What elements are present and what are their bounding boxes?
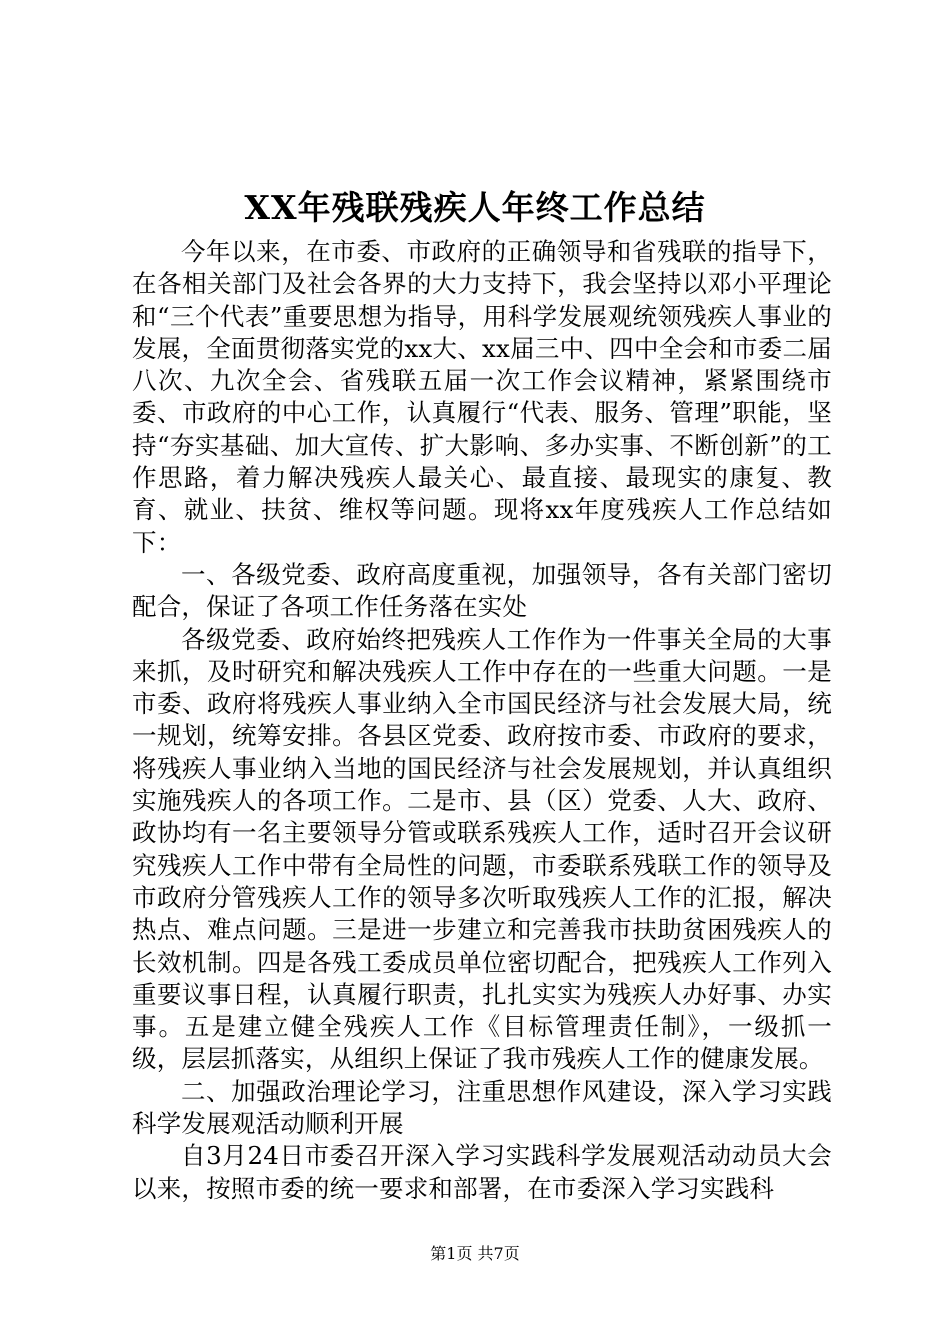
document-body [132, 236, 832, 1205]
page-number-footer: 第1页 共7页 [430, 1244, 520, 1263]
section-heading-1: 一、各级党委、政府高度重视，加强领导，各有关部门密切配合，保证了各项工作任务落在实处 [132, 559, 832, 622]
section-heading-2: 二、加强政治理论学习，注重思想作风建设，深入学习实践科学发展观活动顺利开展 [132, 1076, 832, 1139]
document-title: XX年残联残疾人年终工作总结 [244, 188, 706, 227]
paragraph-section-1: 各级党委、政府始终把残疾人工作作为一件事关全局的大事来抓，及时研究和解决残疾人工作中存在的一些重大问题。一是市委、政府将残疾人事业纳入全市国民经济与社会发展大局，统一规划，统筹安排。各县区党委、政府按市委、市政府的要求，将残疾人事业纳入当地的国民经济与社会发展规划，并认真组织实施残疾人的各项工作。二是市、县（区）党委、人大、政府、政协均有一名主要领导分管或联系残疾人工作，适时召开会议研究残疾人工作中带有全局性的问题，市委联系残联工作的领导及市政府分管残疾人工作的领导多次听取残疾人工作的汇报，解决热点、难点问题。三是进一步建立和完善我市扶助贫困残疾人的长效机制。四是各残工委成员单位密切配合，把残疾人工作列入重要议事日程，认真履行职责，扎扎实实为残疾人办好事、办实事。五是建立健全残疾人工作《目标管理责任制》，一级抓一级，层层抓落实，从组织上保证了我市残疾人工作的健康发展。 [132, 624, 832, 1074]
paragraph-intro: 今年以来，在市委、市政府的正确领导和省残联的指导下，在各相关部门及社会各界的大力支持下，我会坚持以邓小平理论和“三个代表”重要思想为指导，用科学发展观统领残疾人事业的发展，全面贯彻落实党的xx大、xx届三中、四中全会和市委二届八次、九次全会、省残联五届一次工作会议精神，紧紧围绕市委、市政府的中心工作，认真履行“代表、服务、管理”职能，坚持“夯实基础、加大宣传、扩大影响、多办实事、不断创新”的工作思路，着力解决残疾人最关心、最直接、最现实的康复、教育、就业、扶贫、维权等问题。现将xx年度残疾人工作总结如下： [132, 237, 832, 557]
paragraph-section-2: 自3月24日市委召开深入学习实践科学发展观活动动员大会以来，按照市委的统一要求和部署，在市委深入学习实践科 [132, 1141, 832, 1203]
